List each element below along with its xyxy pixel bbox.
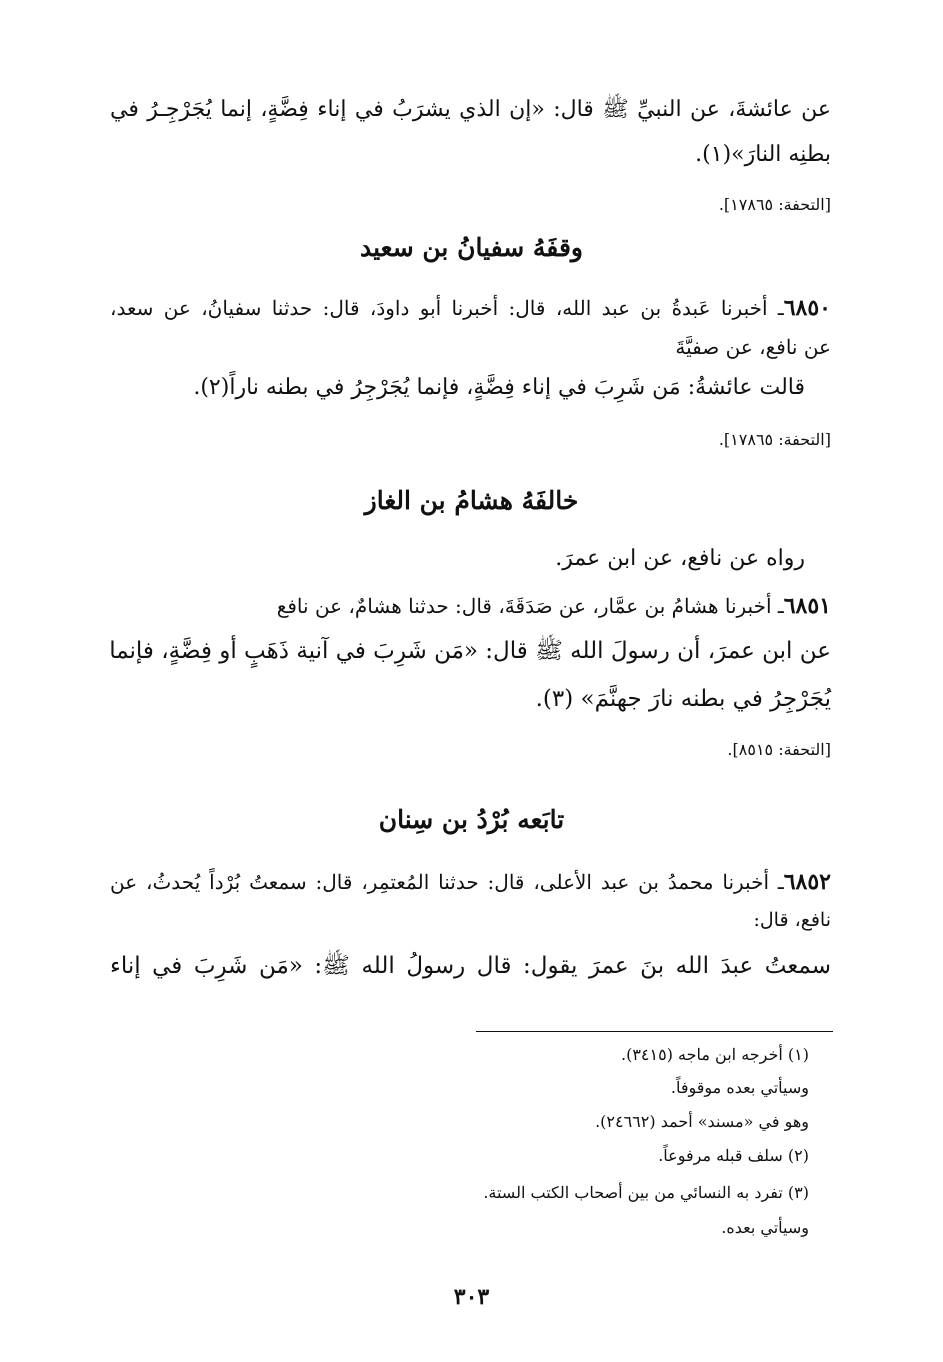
isnad-text: ـ أخبرنا محمدُ بن عبد الأعلى، قال: حدثنا المُعتمِر، قال: سمعتُ بُرْداً يُحدثُ، عن [110,870,784,894]
intro-line-2: بطنِه النارَ»(١). [695,142,831,167]
hadith-6851-line-2: عن ابن عمرَ، أن رسولَ الله ﷺ قال: «مَن شَرِبَ في آنية ذَهَبٍ أو فِضَّةٍ، فإنما [109,638,831,664]
hadith-6850-matn: قالت عائشةُ: مَن شَرِبَ في إناء فِضَّةٍ، فإنما يُجَرْجِرُ في بطنه ناراً(٢). [193,375,805,400]
footnote-separator [476,1031,833,1032]
hadith-number: ٦٨٥٢ [783,869,831,895]
isnad-text: ـ أخبرنا هشامُ بن عمَّار، عن صَدَقَةَ، قال: حدثنا هشامٌ، عن نافع [276,594,784,618]
hadith-number: ٦٨٥٠ [783,295,831,321]
footnote-item: (٢) سلف قبله مرفوعاً. [658,1146,809,1165]
hadith-6851-line-1 [110,589,831,623]
page-number: ٣٠٣ [453,1284,490,1310]
hadith-6850-line-2: عن نافع، عن صفيَّةَ [675,335,831,359]
tuhfa-reference: [التحفة: ٨٥١٥]. [727,740,831,759]
tuhfa-reference: [التحفة: ١٧٨٦٥]. [718,430,831,449]
section-heading: تابَعه بُرْدُ بن سِنان [378,805,565,834]
hadith-6850-line-1 [110,291,831,325]
footnote-item: وسيأتي بعده. [721,1218,809,1237]
hadith-6851-intro: رواه عن نافع، عن ابن عمرَ. [555,546,805,571]
footnote-item: وهو في «مسند» أحمد (٢٤٦٦٢). [595,1112,809,1131]
footnote-item: (٣) تفرد به النسائي من بين أصحاب الكتب الستة. [483,1183,809,1202]
section-heading: وقفَهُ سفيانُ بن سعيد [360,233,583,262]
hadith-6852-line-3: سمعتُ عبدَ الله بنَ عمرَ يقول: قال رسولُ الله ﷺ: «مَن شَرِبَ في إناء [110,953,831,979]
isnad-text: ـ أخبرنا عَبدةُ بن عبد الله، قال: أخبرنا أبو داودَ، قال: حدثنا سفيانُ، عن سعد، [110,296,784,320]
intro-line-1: عن عائشةَ، عن النبيِّ ﷺ قال: «إن الذي يشرَبُ في إناء فِضَّةٍ، إنما يُجَرْجِـرُ في [110,97,831,122]
footnote-item: وسيأتي بعده موقوفاً. [670,1078,809,1097]
hadith-6851-line-3: يُجَرْجِرُ في بطنه نارَ جهنَّمَ» (٣). [535,686,831,712]
hadith-6852-line-2: نافع، قال: [753,909,831,931]
hadith-number: ٦٨٥١ [783,593,831,619]
footnote-item: (١) أخرجه ابن ماجه (٣٤١٥). [621,1045,809,1064]
section-heading: خالفَهُ هشامُ بن الغاز [364,486,579,515]
tuhfa-reference: [التحفة: ١٧٨٦٥]. [718,195,831,214]
hadith-6852-line-1 [110,865,831,899]
